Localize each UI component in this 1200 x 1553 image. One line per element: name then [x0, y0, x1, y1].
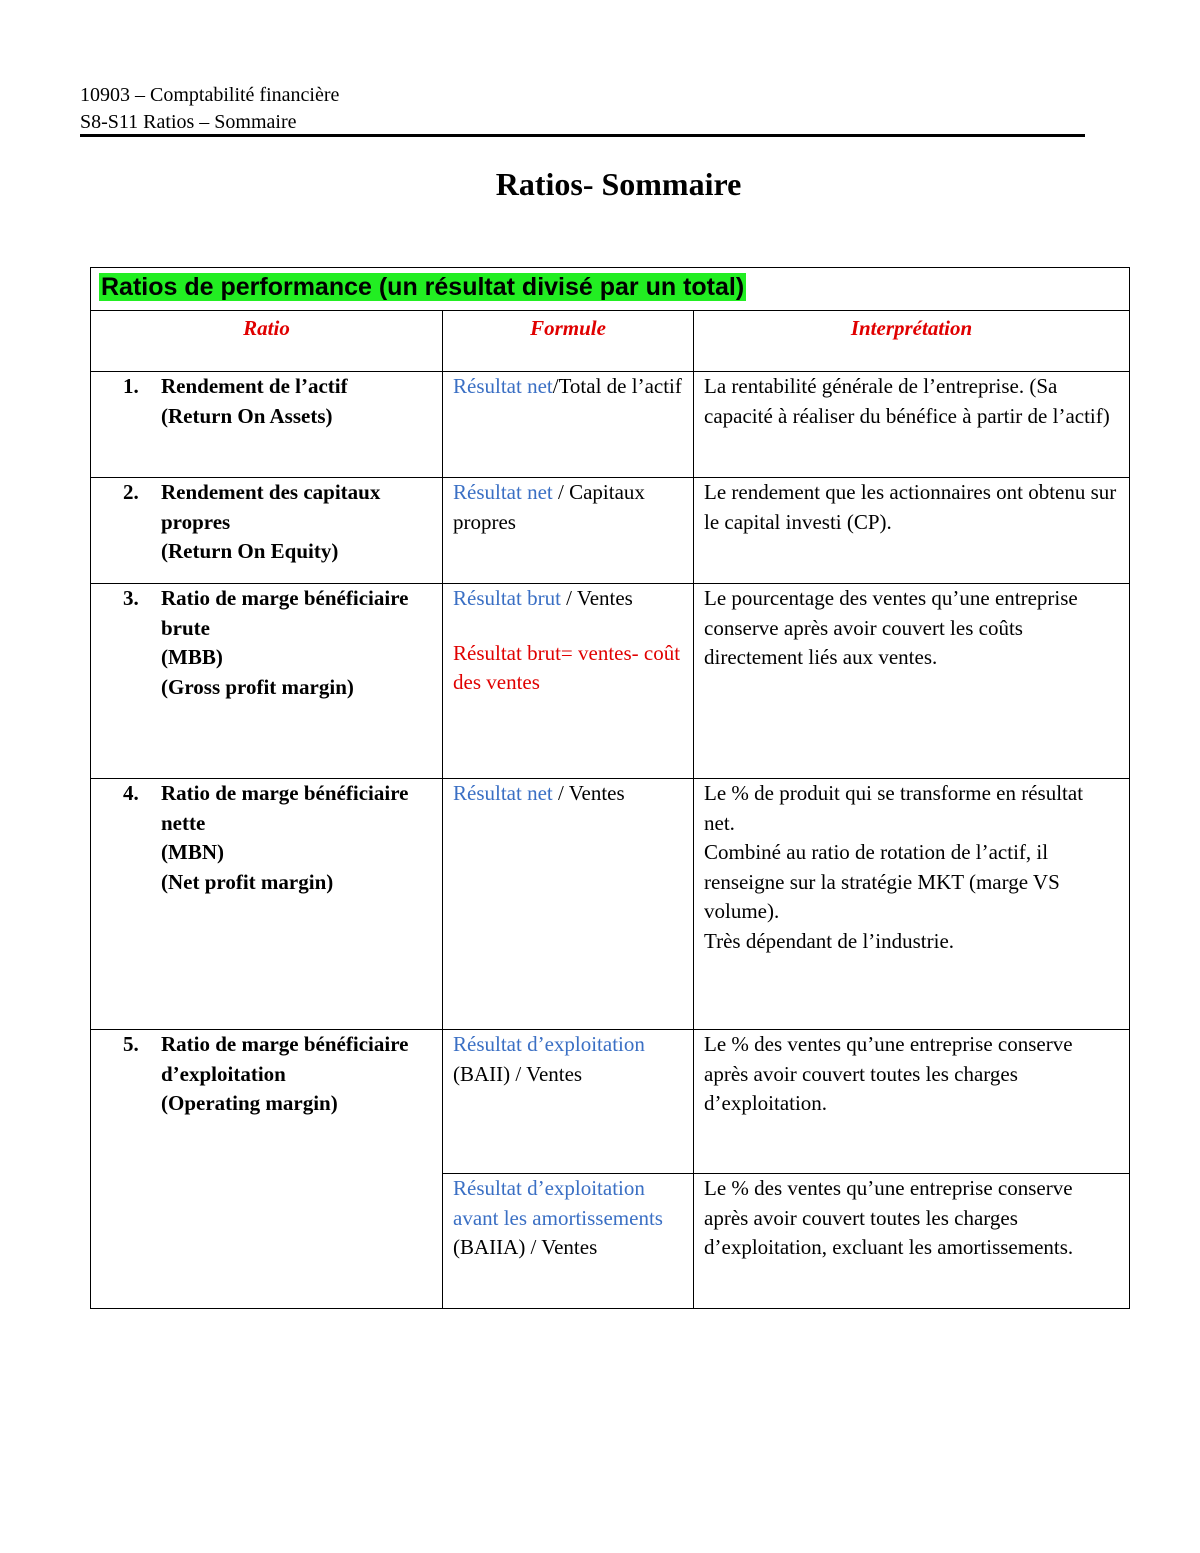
ratios-table: [90, 267, 1130, 1309]
table-row: [91, 478, 1130, 584]
ratio-item: [123, 779, 432, 897]
formula-note: Résultat brut= ventes- coût des ventes: [453, 640, 681, 694]
ratio-item: [123, 478, 432, 567]
ratio-item: [123, 372, 432, 431]
formula-cell: [443, 372, 694, 478]
ratio-english: (Return On Assets): [161, 403, 333, 428]
interpretation-line: Le % de produit qui se transforme en résultat net.: [704, 781, 1084, 835]
formula-cell: [443, 1174, 694, 1309]
formula-denominator: / Ventes: [552, 781, 625, 805]
formula-numerator: Résultat d’exploitation avant les amortissements: [453, 1176, 663, 1230]
table-row: [91, 372, 1130, 478]
ratio-item: [123, 1030, 432, 1119]
ratio-english: (Net profit margin): [161, 869, 334, 894]
formula-cell: [443, 1030, 694, 1174]
ratio-cell: [91, 1030, 443, 1309]
table-row: [91, 1030, 1130, 1174]
interpretation-cell: Le % des ventes qu’une entreprise conserve après avoir couvert toutes les charges d’exploitation.: [694, 1030, 1130, 1174]
document-header: [80, 82, 339, 136]
interpretation-cell: Le pourcentage des ventes qu’une entreprise conserve après avoir couvert les coûts directement liés aux ventes.: [694, 584, 1130, 779]
ratio-number: 5.: [123, 1032, 139, 1056]
section-row: [91, 268, 1130, 311]
formula-numerator: Résultat net: [453, 480, 553, 504]
interpretation-cell: Le rendement que les actionnaires ont obtenu sur le capital investi (CP).: [694, 478, 1130, 584]
ratio-abbr: (MBN): [161, 840, 224, 864]
interpretation-line: Très dépendant de l’industrie.: [704, 928, 955, 953]
column-header-formule: Formule: [443, 311, 694, 372]
ratio-cell: [91, 584, 443, 779]
ratio-name: Rendement de l’actif: [161, 374, 348, 398]
interpretation-line: Combiné au ratio de rotation de l’actif, il renseigne sur la stratégie MKT (marge VS volume).: [704, 840, 1060, 923]
ratio-english: (Gross profit margin): [161, 674, 354, 699]
formula-cell: [443, 779, 694, 1030]
ratio-number: 2.: [123, 480, 139, 504]
ratio-number: 3.: [123, 586, 139, 610]
formula-denominator: /Total de l’actif: [552, 374, 682, 398]
formula-denominator: / Ventes: [560, 586, 633, 610]
formula-cell: [443, 584, 694, 779]
header-rule: [80, 134, 1085, 137]
interpretation-cell: [694, 779, 1130, 1030]
ratio-number: 1.: [123, 374, 139, 398]
formula-denominator: / Capitaux propres: [453, 480, 645, 534]
ratio-name: Ratio de marge bénéficiaire brute: [161, 586, 409, 640]
course-title: 10903 – Comptabilité financière: [80, 84, 340, 106]
ratio-english: (Operating margin): [161, 1091, 338, 1115]
interpretation-cell: Le % des ventes qu’une entreprise conserve après avoir couvert toutes les charges d’exploitation, excluant les amortissements.: [694, 1174, 1130, 1309]
formula-numerator: Résultat net: [453, 374, 553, 398]
column-header-interpretation: Interprétation: [694, 311, 1130, 372]
module-title: S8-S11 Ratios – Sommaire: [80, 111, 297, 133]
ratio-name: Rendement des capitaux propres: [161, 480, 381, 534]
formula-denominator: (BAIIA) / Ventes: [453, 1235, 598, 1259]
interpretation-cell: La rentabilité générale de l’entreprise. (Sa capacité à réaliser du bénéfice à partir de l’actif): [694, 372, 1130, 478]
ratio-cell: [91, 779, 443, 1030]
table-row: [91, 584, 1130, 779]
table-row: [91, 779, 1130, 1030]
ratio-number: 4.: [123, 781, 139, 805]
formula-numerator: Résultat d’exploitation: [453, 1032, 645, 1056]
ratio-name: Ratio de marge bénéficiaire nette: [161, 781, 409, 835]
formula-denominator: (BAII) / Ventes: [453, 1061, 583, 1086]
ratio-cell: [91, 478, 443, 584]
section-cell: [91, 268, 1130, 311]
ratio-name: Ratio de marge bénéficiaire d’exploitation: [161, 1032, 409, 1086]
ratio-cell: [91, 372, 443, 478]
ratio-abbr: (MBB): [161, 645, 223, 669]
formula-numerator: Résultat net: [453, 781, 553, 805]
section-heading: Ratios de performance (un résultat divisé par un total): [101, 273, 745, 301]
ratio-english: (Return On Equity): [161, 539, 339, 563]
column-header-row: [91, 311, 1130, 372]
formula-numerator: Résultat brut: [453, 586, 561, 610]
column-header-ratio: Ratio: [91, 311, 443, 372]
ratio-item: [123, 584, 432, 702]
formula-cell: [443, 478, 694, 584]
page-title: Ratios- Sommaire: [495, 166, 742, 202]
